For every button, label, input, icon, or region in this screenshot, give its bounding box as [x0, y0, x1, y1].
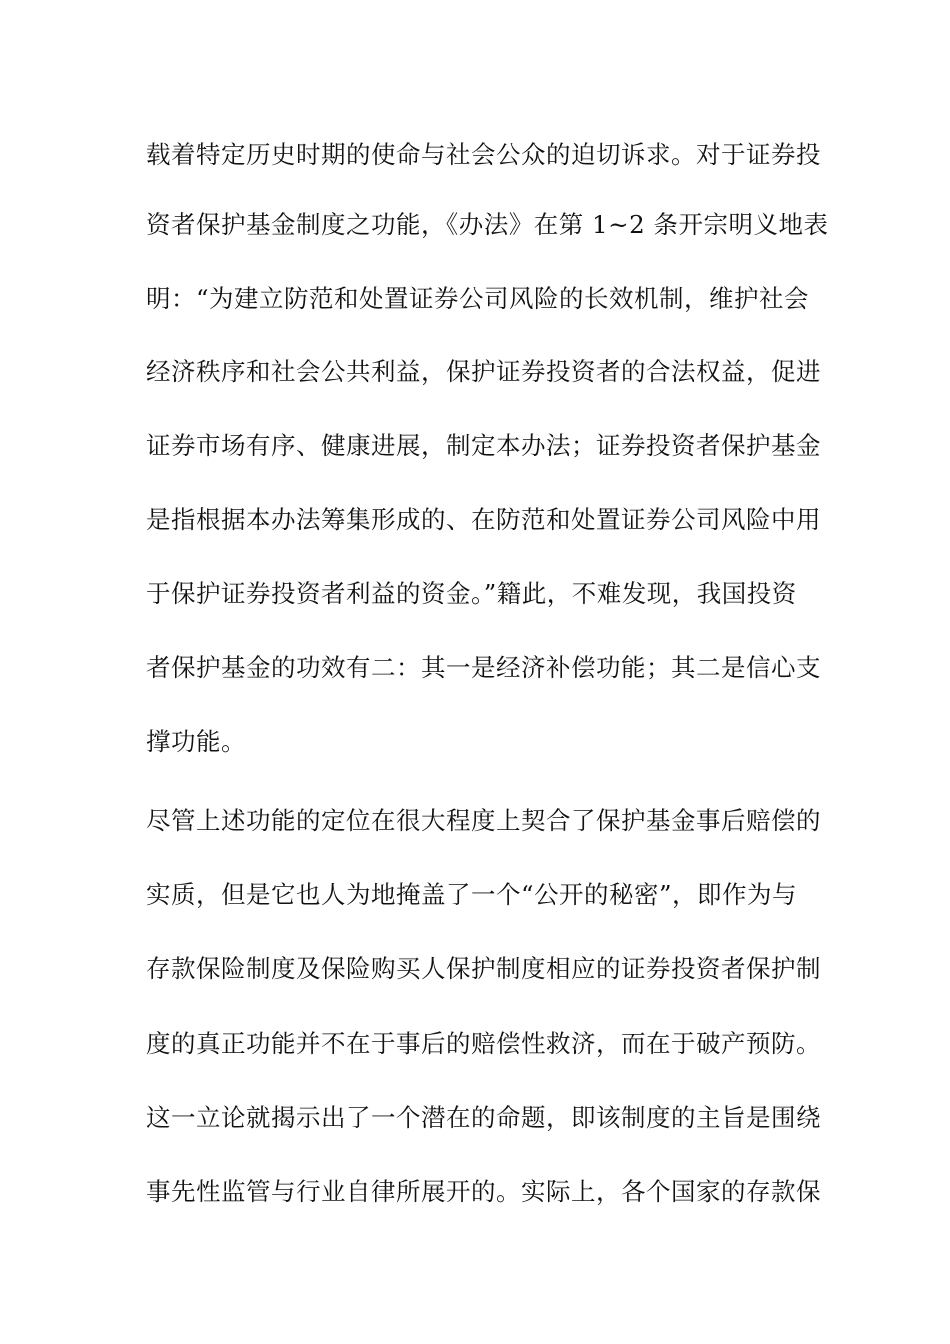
text-line-6: 是指根据本办法筹集形成的、在防范和处置证券公司风险中用: [146, 505, 821, 534]
text-line-15: 事先性监管与行业自律所展开的。实际上，各个国家的存款保: [146, 1177, 821, 1206]
text-line-13: 度的真正功能并不在于事后的赔偿性救济，而在于破产预防。: [146, 1029, 821, 1058]
text-line-5: 证券市场有序、健康进展，制定本办法；证券投资者保护基金: [146, 431, 821, 460]
text-line-4: 经济秩序和社会公共利益，保护证券投资者的合法权益，促进: [146, 357, 821, 386]
text-line-10: 尽管上述功能的定位在很大程度上契合了保护基金事后赔偿的: [146, 806, 821, 835]
text-line-12: 存款保险制度及保险购买人保护制度相应的证券投资者保护制: [146, 954, 821, 983]
text-line-9: 撑功能。: [146, 727, 246, 756]
text-line-1: 载着特定历史时期的使命与社会公众的迫切诉求。对于证券投: [146, 140, 821, 169]
text-line-7: 于保护证券投资者利益的资金。”籍此，不难发现，我国投资: [146, 579, 797, 608]
text-line-8: 者保护基金的功效有二：其一是经济补偿功能；其二是信心支: [146, 653, 821, 682]
text-line-11: 实质，但是它也人为地掩盖了一个“公开的秘密”，即作为与: [146, 880, 798, 909]
text-line-2: 资者保护基金制度之功能，《办法》在第 1~2 条开宗明义地表: [146, 210, 829, 239]
text-line-3: 明：“为建立防范和处置证券公司风险的长效机制，维护社会: [146, 284, 810, 313]
text-line-14: 这一立论就揭示出了一个潜在的命题，即该制度的主旨是围绕: [146, 1103, 821, 1132]
